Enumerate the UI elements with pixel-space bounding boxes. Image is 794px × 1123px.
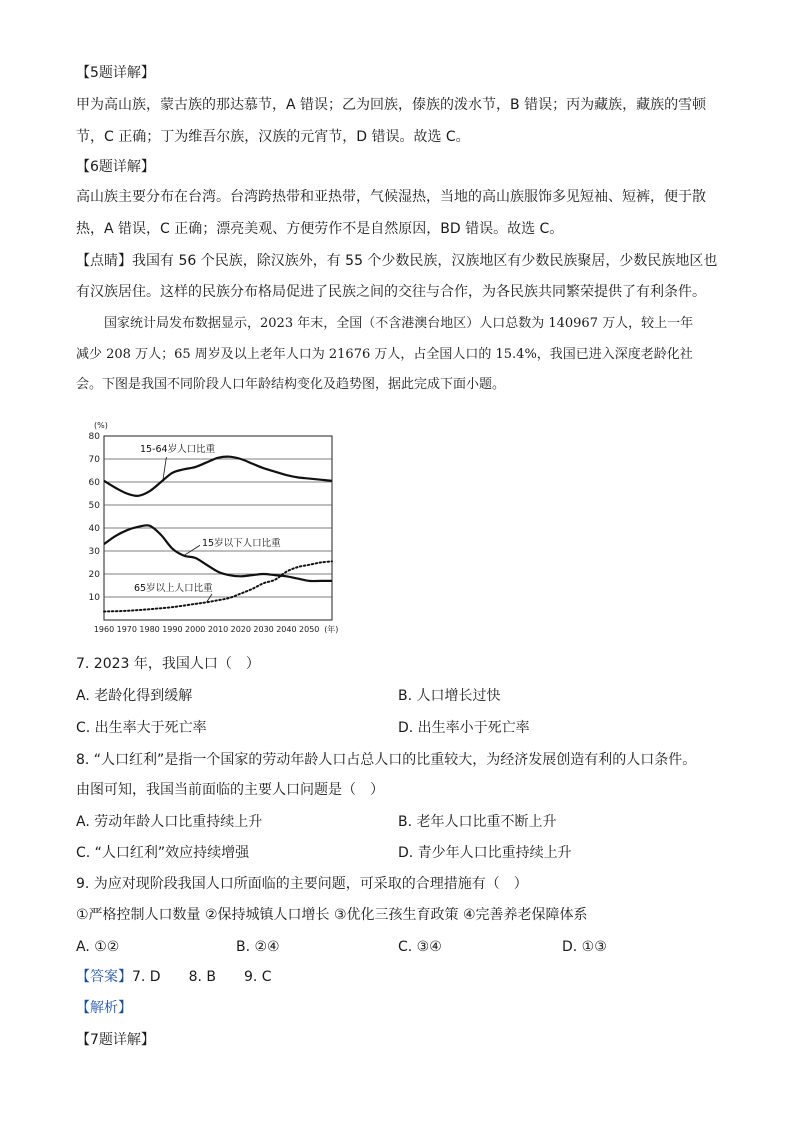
q6-heading: 【6题详解】 — [76, 159, 155, 175]
passage-line2: 减少 208 万人；65 周岁及以上老年人口为 21676 万人，占全国人口的 15.4%，我国已进入深度老龄化社 — [76, 347, 693, 362]
x-tick-label: 2050 — [299, 625, 320, 634]
y-tick-label: 40 — [88, 524, 100, 534]
x-tick-label: 2000 — [185, 625, 206, 634]
passage-line3: 会。下图是我国不同阶段人口年龄结构变化及趋势图，据此完成下面小题。 — [76, 377, 506, 392]
y-tick-label: 30 — [88, 547, 100, 557]
x-tick-label: 1980 — [139, 625, 160, 634]
series-under-15 — [104, 525, 332, 581]
q5-explanation-line2: 节，C 正确；丁为维吾尔族，汉族的元宵节，D 错误。故选 C。 — [76, 129, 470, 145]
y-tick-label: 60 — [88, 478, 100, 488]
x-tick-label: 1970 — [116, 625, 137, 634]
x-tick-label: 2010 — [207, 625, 229, 634]
x-tick-label: 1990 — [162, 625, 183, 634]
q9-option-b: B. ②④ — [236, 939, 280, 955]
label-15-64-leader — [163, 457, 166, 480]
q7-detail-heading: 【7题详解】 — [76, 1032, 155, 1048]
answer-values: 7. D 8. B 9. C — [132, 969, 272, 985]
q8-option-c: C. “人口红利”效应持续增强 — [76, 845, 250, 861]
q5-explanation-line1: 甲为高山族，蒙古族的那达慕节，A 错误；乙为回族，傣族的泼水节，B 错误；丙为藏族，藏族的雪顿 — [76, 97, 707, 113]
q9-stem: 9. 为应对现阶段我国人口所面临的主要问题，可采取的合理措施有（ ） — [76, 876, 528, 892]
label-15-64: 15-64岁人口比重 — [140, 444, 216, 455]
q9-option-a: A. ①② — [76, 939, 120, 955]
q9-items: ①严格控制人口数量 ②保持城镇人口增长 ③优化三孩生育政策 ④完善养老保障体系 — [76, 907, 588, 923]
label-65-plus: 65岁以上人口比重 — [134, 583, 213, 594]
q6-explanation-line2: 热，A 错误，C 正确；漂亮美观、方便劳作不是自然原因，BD 错误。故选 C。 — [76, 221, 564, 237]
q7-option-b: B. 人口增长过快 — [398, 688, 501, 704]
series-15-64 — [104, 457, 332, 496]
answer-line — [76, 967, 272, 987]
q8-option-b: B. 老年人口比重不断上升 — [398, 814, 557, 830]
y-tick-label: 80 — [88, 432, 100, 442]
q6-explanation-line1: 高山族主要分布在台湾。台湾跨热带和亚热带，气候湿热，当地的高山族服饰多见短袖、短裤，便于散 — [76, 189, 706, 205]
analysis-heading: 【解析】 — [76, 1000, 132, 1016]
q8-option-d: D. 青少年人口比重持续上升 — [398, 845, 572, 861]
x-tick-label: 2040 — [276, 625, 297, 634]
x-tick-label: 2020 — [230, 625, 251, 634]
point-note-line2: 有汉族居住。这样的民族分布格局促进了民族之间的交往与合作，为各民族共同繁荣提供了有利条件。 — [76, 284, 706, 300]
y-tick-label: 20 — [88, 570, 100, 580]
point-note-line1: 【点睛】我国有 56 个民族，除汉族外，有 55 个少数民族，汉族地区有少数民族聚居，少数民族地区也 — [76, 253, 718, 269]
passage-line1: 国家统计局发布数据显示，2023 年末，全国（不含港澳台地区）人口总数为 140967 万人，较上一年 — [104, 316, 694, 331]
q7-option-d: D. 出生率小于死亡率 — [398, 720, 530, 736]
population-age-structure-chart — [84, 412, 354, 638]
y-tick-label: 10 — [88, 593, 100, 603]
q7-option-a: A. 老龄化得到缓解 — [76, 688, 193, 704]
q9-option-d: D. ①③ — [562, 939, 607, 955]
x-tick-label: 1960 — [93, 625, 115, 634]
y-tick-label: 70 — [88, 455, 100, 465]
q8-stem-line1: 8. “人口红利”是指一个国家的劳动年龄人口占总人口的比重较大，为经济发展创造有利的人口条件。 — [76, 752, 697, 768]
y-axis-unit: (%) — [94, 421, 108, 430]
label-under-15-leader — [184, 544, 202, 556]
q7-stem: 7. 2023 年，我国人口（ ） — [76, 656, 260, 672]
label-under-15: 15岁以下人口比重 — [202, 538, 281, 549]
answer-label: 【答案】 — [76, 969, 132, 985]
q8-option-a: A. 劳动年龄人口比重持续上升 — [76, 814, 263, 830]
y-tick-label: 50 — [88, 501, 100, 511]
q8-stem-line2: 由图可知，我国当前面临的主要人口问题是（ ） — [76, 782, 384, 798]
q7-option-c: C. 出生率大于死亡率 — [76, 720, 207, 736]
x-axis-unit: (年) — [324, 625, 339, 634]
x-tick-label: 2030 — [253, 625, 274, 634]
q9-option-c: C. ③④ — [398, 939, 442, 955]
q5-heading: 【5题详解】 — [76, 65, 155, 81]
